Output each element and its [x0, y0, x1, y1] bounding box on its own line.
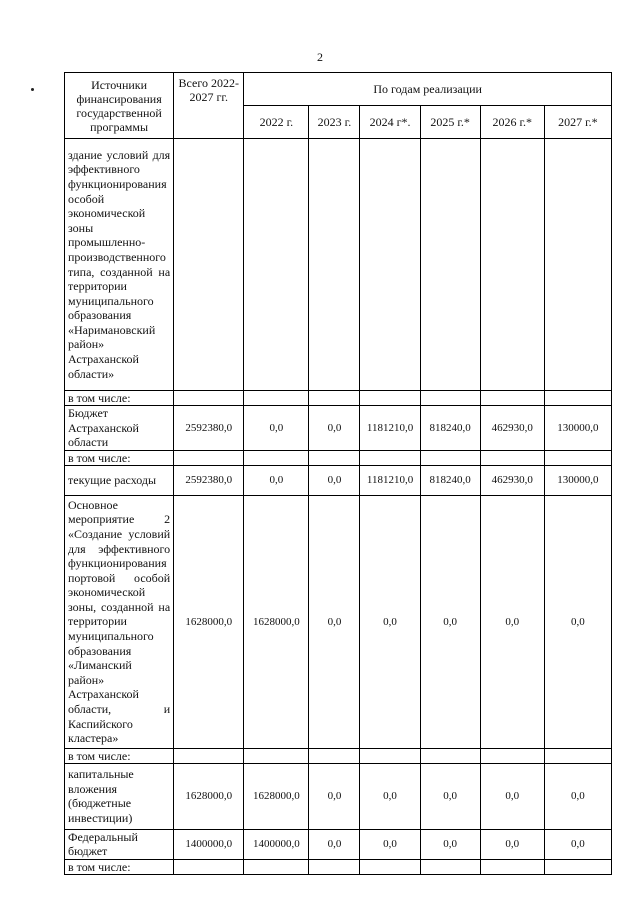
year-cell: 130000,0 [544, 465, 611, 495]
source-label: Основное мероприятие 2 «Создание условий для эффективного функционирования портовой особой экономической зоны, созданной на территории муниципального образования «Лиманский район» Астраханской области, и Каспийского кластера» [65, 495, 174, 748]
year-cell: 0,0 [544, 829, 611, 859]
total-cell [174, 139, 244, 391]
total-cell: 2592380,0 [174, 465, 244, 495]
year-cell: 462930,0 [480, 406, 544, 451]
year-cell: 0,0 [360, 829, 420, 859]
header-year: 2024 г*. [360, 106, 420, 139]
table-row [65, 495, 612, 748]
year-cell: 0,0 [360, 763, 420, 829]
year-cell: 0,0 [244, 465, 309, 495]
year-cell: 0,0 [360, 495, 420, 748]
header-year: 2025 г.* [420, 106, 480, 139]
year-cell: 0,0 [420, 829, 480, 859]
year-cell: 0,0 [420, 495, 480, 748]
year-cell: 0,0 [309, 465, 360, 495]
table-row [65, 748, 612, 763]
year-cell: 0,0 [420, 763, 480, 829]
source-label: текущие расходы [65, 465, 174, 495]
table-row [65, 465, 612, 495]
year-cell: 1628000,0 [244, 495, 309, 748]
total-cell: 1628000,0 [174, 763, 244, 829]
source-label: Федеральный бюджет [65, 829, 174, 859]
year-cell: 1400000,0 [244, 829, 309, 859]
page-number: 2 [317, 50, 323, 64]
header-year: 2026 г.* [480, 106, 544, 139]
year-cell: 0,0 [480, 763, 544, 829]
year-cell: 1181210,0 [360, 406, 420, 451]
year-cell: 818240,0 [420, 465, 480, 495]
year-cell [244, 139, 309, 391]
scan-mark [31, 88, 34, 91]
header-year: 2023 г. [309, 106, 360, 139]
year-cell [420, 139, 480, 391]
subheading-label: в том числе: [65, 859, 174, 874]
header-total: Всего 2022-2027 гг. [174, 73, 244, 139]
year-cell: 0,0 [544, 763, 611, 829]
source-label: капитальные вложения (бюджетные инвестиции) [65, 763, 174, 829]
header-row-1 [65, 73, 612, 106]
year-cell: 462930,0 [480, 465, 544, 495]
subheading-label: в том числе: [65, 450, 174, 465]
table-row [65, 406, 612, 451]
year-cell: 0,0 [480, 829, 544, 859]
year-cell: 0,0 [309, 763, 360, 829]
year-cell: 0,0 [309, 829, 360, 859]
year-cell: 0,0 [544, 495, 611, 748]
year-cell: 0,0 [309, 406, 360, 451]
year-cell: 818240,0 [420, 406, 480, 451]
table-row [65, 391, 612, 406]
table-row [65, 763, 612, 829]
table-row [65, 829, 612, 859]
year-cell: 0,0 [480, 495, 544, 748]
year-cell: 1628000,0 [244, 763, 309, 829]
header-source: Источники финансирования государственной программы [65, 73, 174, 139]
total-cell: 1628000,0 [174, 495, 244, 748]
year-cell: 1181210,0 [360, 465, 420, 495]
total-cell: 1400000,0 [174, 829, 244, 859]
year-cell: 0,0 [244, 406, 309, 451]
total-cell: 2592380,0 [174, 406, 244, 451]
year-cell [480, 139, 544, 391]
subheading-label: в том числе: [65, 748, 174, 763]
subheading-label: в том числе: [65, 391, 174, 406]
year-cell: 130000,0 [544, 406, 611, 451]
table-row [65, 139, 612, 391]
financing-table [64, 72, 612, 875]
year-cell [360, 139, 420, 391]
header-year: 2027 г.* [544, 106, 611, 139]
year-cell [544, 139, 611, 391]
header-year: 2022 г. [244, 106, 309, 139]
table-row [65, 450, 612, 465]
year-cell [309, 139, 360, 391]
source-label: здание условий для эффективного функционирования особой экономической зоны промышленно-производственного типа, созданной на территории муниципального образования «Наримановский район» Астраханской области» [65, 139, 174, 391]
header-years-group: По годам реализации [244, 73, 612, 106]
source-label: Бюджет Астраханской области [65, 406, 174, 451]
year-cell: 0,0 [309, 495, 360, 748]
table-row [65, 859, 612, 874]
